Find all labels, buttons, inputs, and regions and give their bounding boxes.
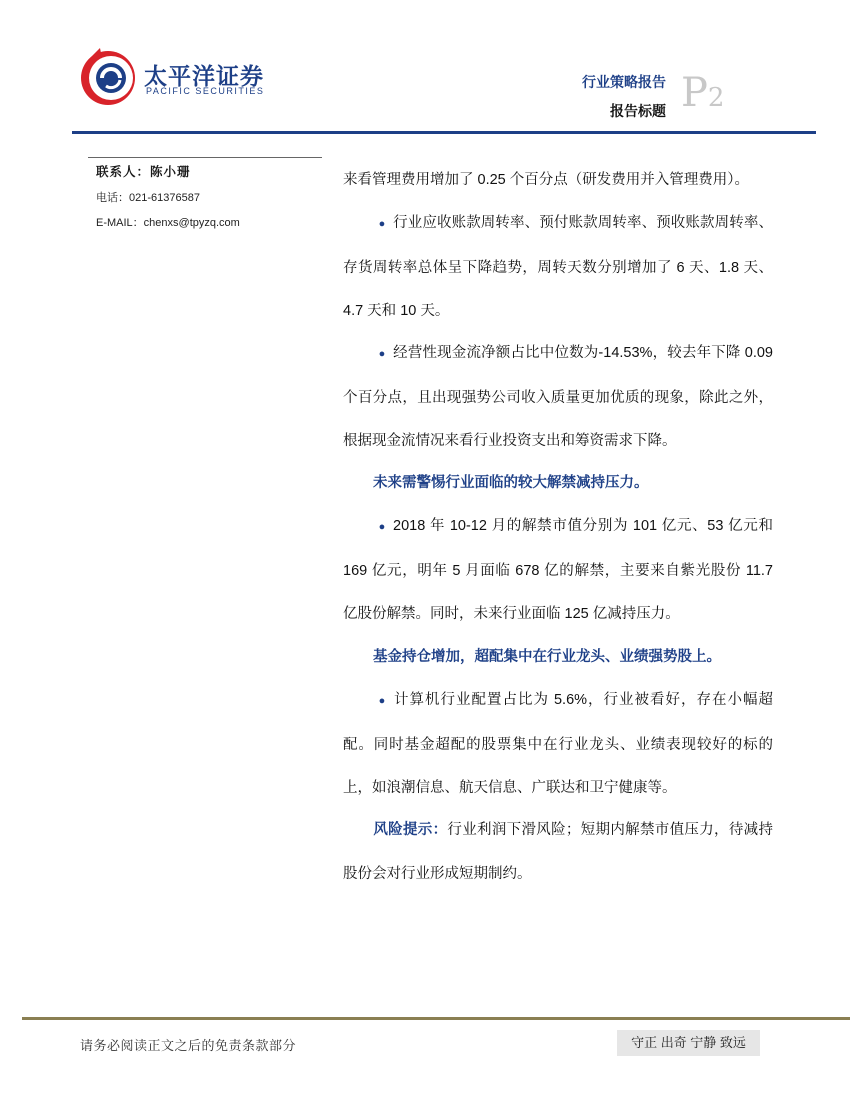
bullet-text: 经营性现金流净额占比中位数为-14.53%，较去年下降 0.09 个百分点，且出现强势公司收入质量更加优质的现象，除此之外，根据现金流情况来看行业投资支出和筹资需求下降。 bbox=[343, 345, 773, 449]
bullet-dot-icon: ● bbox=[378, 695, 386, 707]
page-number bbox=[681, 70, 724, 116]
bullet-item bbox=[343, 332, 773, 464]
footer-divider bbox=[22, 1017, 850, 1020]
bullet-item bbox=[343, 202, 773, 334]
bullet-text: 2018 年 10-12 月的解禁市值分别为 101 亿元、53 亿元和 169 亿元，明年 5 月面临 678 亿的解禁，主要来自紫光股份 11.7 亿股份解禁。同时，未来行业面临 125 亿减持压力。 bbox=[343, 518, 773, 622]
section-heading bbox=[343, 462, 773, 506]
heading-text: 基金持仓增加，超配集中在行业龙头、业绩强势股上。 bbox=[373, 649, 721, 665]
brand-name-en: PACIFIC SECURITIES bbox=[146, 86, 265, 96]
bullet-text: 计算机行业配置占比为 5.6%，行业被看好，存在小幅超配。同时基金超配的股票集中在行业龙头、业绩表现较好的标的上，如浪潮信息、航天信息、广联达和卫宁健康等。 bbox=[343, 692, 773, 796]
heading-text: 未来需警惕行业面临的较大解禁减持压力。 bbox=[373, 475, 649, 491]
bullet-text: 行业应收账款周转率、预付账款周转率、预收账款周转率、存货周转率总体呈下降趋势，周转天数分别增加了 6 天、1.8 天、4.7 天和 10 天。 bbox=[343, 215, 773, 319]
header-divider bbox=[72, 131, 816, 134]
contact-email: E-MAIL：chenxs@tpyzq.com bbox=[96, 217, 240, 229]
bullet-item bbox=[343, 679, 773, 811]
bullet-dot-icon: ● bbox=[378, 348, 386, 360]
bullet-item bbox=[343, 505, 773, 637]
paragraph: 来看管理费用增加了 0.25 个百分点（研发费用并入管理费用）。 bbox=[343, 172, 750, 188]
report-title: 报告标题 bbox=[610, 103, 666, 119]
brand-name-cn: 太平洋证券 bbox=[144, 63, 264, 89]
page-digit: 2 bbox=[707, 83, 725, 113]
bullet-dot-icon: ● bbox=[378, 218, 386, 230]
company-logo bbox=[78, 44, 265, 116]
risk-label: 风险提示： bbox=[373, 822, 448, 838]
section-heading bbox=[343, 636, 773, 680]
page-letter: P bbox=[681, 70, 708, 116]
contact-phone: 电话：021-61376587 bbox=[96, 192, 200, 204]
report-type: 行业策略报告 bbox=[582, 74, 666, 90]
risk-text: 行业利润下滑风险；短期内解禁市值压力，待减持股份会对行业形成短期制约。 bbox=[343, 822, 773, 882]
pacific-securities-logo-icon bbox=[78, 44, 142, 108]
risk-paragraph bbox=[343, 809, 773, 896]
bullet-dot-icon: ● bbox=[378, 521, 386, 533]
footer-motto: 守正 出奇 宁静 致远 bbox=[617, 1030, 760, 1056]
contact-name: 联系人：陈小珊 bbox=[96, 164, 191, 179]
footer-disclaimer: 请务必阅读正文之后的免责条款部分 bbox=[80, 1038, 297, 1053]
contact-divider bbox=[88, 157, 322, 158]
